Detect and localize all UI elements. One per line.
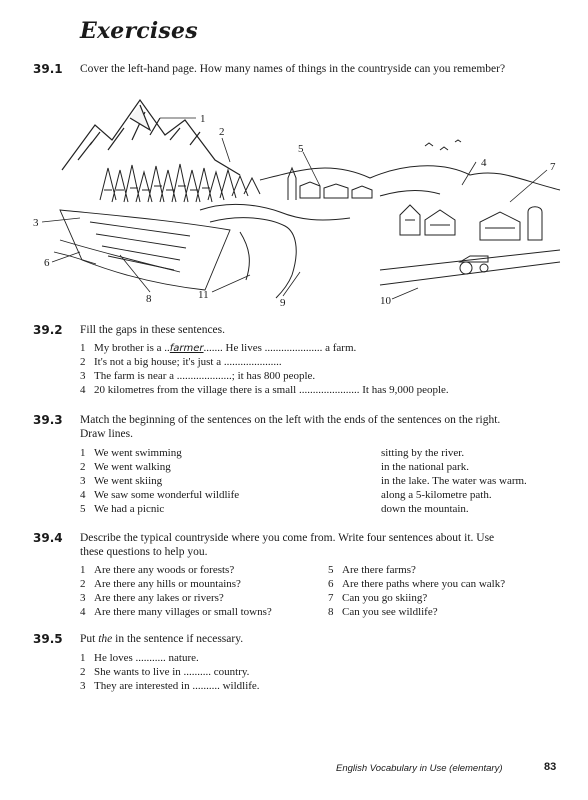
picture-label-8: 8	[146, 293, 152, 305]
list-item: 6 Are there paths where you can walk?	[328, 578, 506, 590]
picture-label-3: 3	[33, 217, 39, 229]
exercise-39-5-instruction: Put the in the sentence if necessary.	[80, 633, 244, 645]
list-item: 1 Are there any woods or forests?	[80, 564, 235, 576]
exercise-39-3-instruction: Match the beginning of the sentences on the left with the ends of the sentences on the right.	[80, 414, 501, 426]
exercise-number-39-1: 39.1	[33, 62, 63, 76]
page-title: Exercises	[80, 18, 198, 44]
list-item: 4 Are there many villages or small towns?	[80, 606, 272, 618]
picture-label-5: 5	[298, 143, 304, 155]
list-item: 3 We went skiing	[80, 475, 163, 487]
list-item: down the mountain.	[381, 503, 469, 515]
picture-label-6: 6	[44, 257, 50, 269]
forest	[100, 164, 260, 202]
label-lines	[42, 118, 547, 299]
hills-village	[260, 166, 560, 200]
exercise-number-39-3: 39.3	[33, 413, 63, 427]
list-item: 2 We went walking	[80, 461, 171, 473]
list-item: sitting by the river.	[381, 447, 465, 459]
list-item: 2 It's not a big house; it's just a .....................	[80, 356, 282, 368]
picture-label-2: 2	[219, 126, 225, 138]
handwritten-answer: farmer	[169, 343, 204, 354]
list-item: 5 We had a picnic	[80, 503, 165, 515]
picture-label-10: 10	[380, 295, 391, 307]
exercise-39-4-instruction: Describe the typical countryside where you come from. Write four sentences about it. Use	[80, 532, 495, 544]
list-item: 8 Can you see wildlife?	[328, 606, 438, 618]
list-item: in the lake. The water was warm.	[381, 475, 527, 487]
footer-book-title: English Vocabulary in Use (elementary)	[336, 763, 503, 774]
exercise-number-39-5: 39.5	[33, 632, 63, 646]
list-item: 2 She wants to live in .......... country.	[80, 666, 250, 678]
farm	[380, 205, 560, 285]
picture-label-9: 9	[280, 297, 286, 309]
list-item: 1 He loves ........... nature.	[80, 652, 199, 664]
list-item: 5 Are there farms?	[328, 564, 416, 576]
fields	[54, 210, 230, 290]
list-item: 3 Are there any lakes or rivers?	[80, 592, 224, 604]
list-item: 3 They are interested in .......... wildlife.	[80, 680, 260, 692]
exercise-39-3-instruction-2: Draw lines.	[80, 428, 134, 440]
list-item: 4 20 kilometres from the village there is a small ...................... It has 9,000 people.	[80, 384, 449, 396]
page-number: 83	[544, 761, 557, 773]
picture-label-7: 7	[550, 161, 556, 173]
mountains	[62, 100, 240, 175]
list-item: 4 We saw some wonderful wildlife	[80, 489, 240, 501]
picture-label-11: 11	[198, 289, 209, 301]
list-item: 1 We went swimming	[80, 447, 182, 459]
exercise-39-2-instruction: Fill the gaps in these sentences.	[80, 324, 225, 336]
exercise-39-1-instruction: Cover the left-hand page. How many names of things in the countryside can you remember?	[80, 63, 506, 75]
picture-label-4: 4	[481, 157, 487, 169]
list-item: 2 Are there any hills or mountains?	[80, 578, 241, 590]
list-item: along a 5-kilometre path.	[381, 489, 492, 501]
picture-label-1: 1	[200, 113, 206, 125]
countryside-illustration	[0, 0, 588, 320]
list-item: 1 My brother is a ..farmer....... He lives ..................... a farm.	[80, 342, 357, 354]
list-item: in the national park.	[381, 461, 469, 473]
list-item: 7 Can you go skiing?	[328, 592, 428, 604]
birds	[425, 140, 461, 150]
river	[200, 204, 350, 298]
list-item: 3 The farm is near a ....................; it has 800 people.	[80, 370, 316, 382]
exercise-number-39-2: 39.2	[33, 323, 63, 337]
exercise-number-39-4: 39.4	[33, 531, 63, 545]
exercise-39-4-instruction-2: these questions to help you.	[80, 546, 208, 558]
